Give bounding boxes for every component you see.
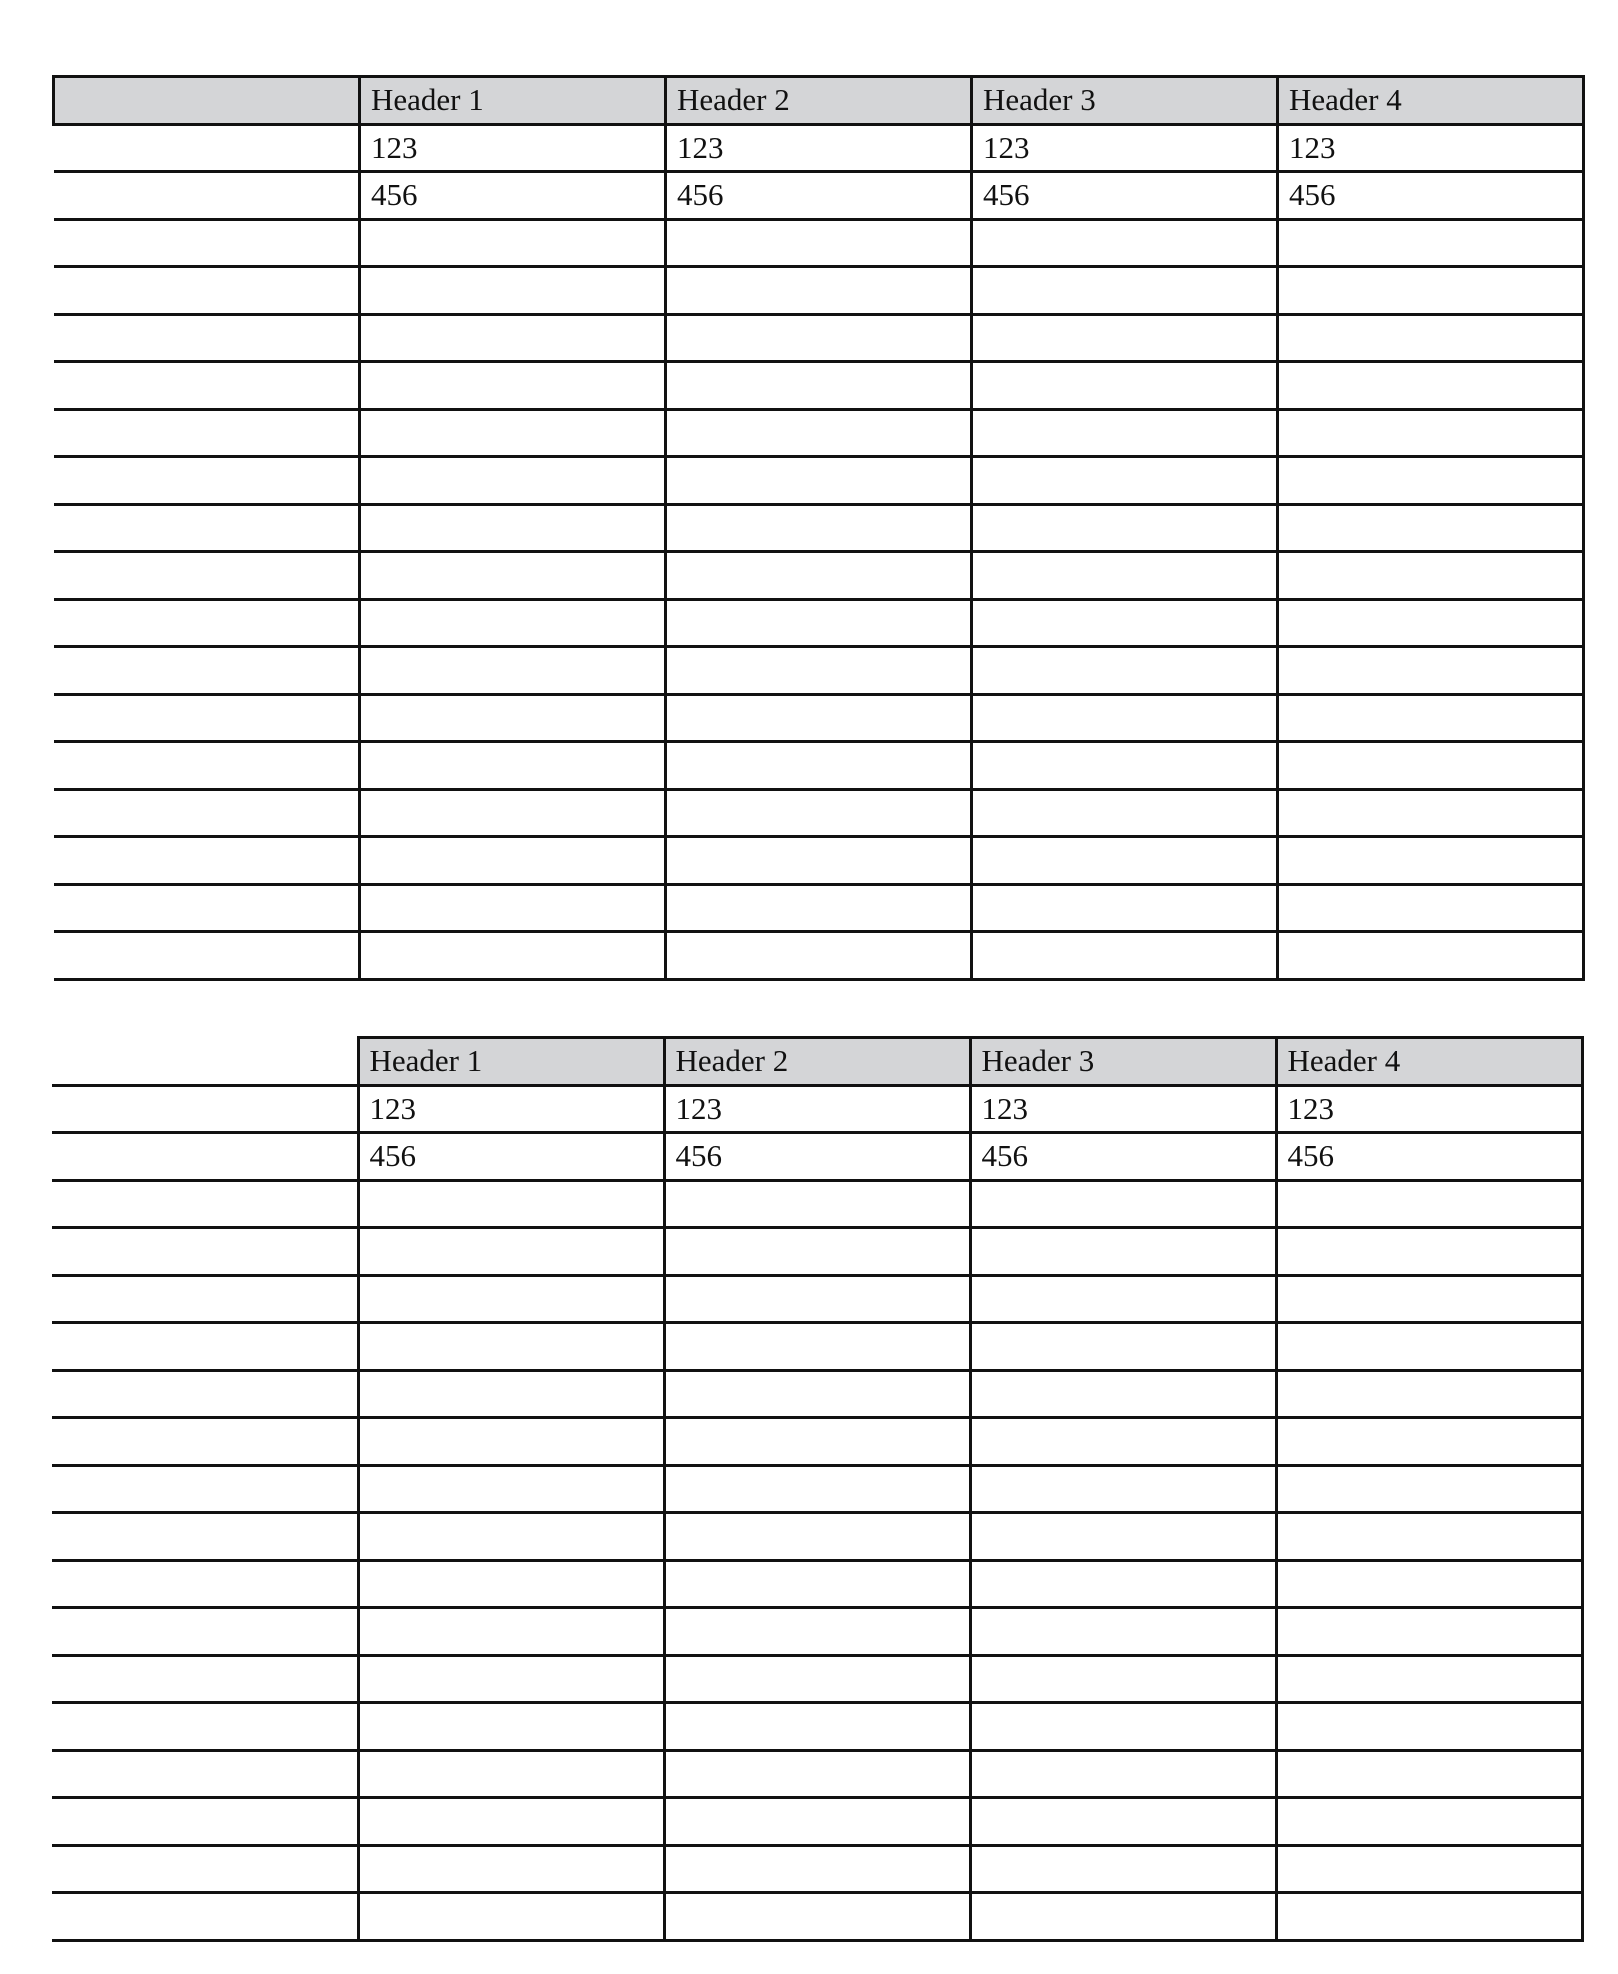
table-cell: 456 [666, 172, 972, 220]
table-cell [664, 1418, 970, 1466]
empty-row [52, 1465, 1582, 1513]
empty-row [52, 1370, 1582, 1418]
column-header-1: Header 1 [360, 77, 666, 125]
table-row [54, 172, 1584, 220]
table-cell [664, 1180, 970, 1228]
table-cell [970, 1845, 1276, 1893]
table-cell [358, 1275, 664, 1323]
table-cell [970, 1323, 1276, 1371]
table-cell [972, 504, 1278, 552]
table-cell [1276, 1608, 1582, 1656]
row-label-cell [54, 409, 360, 457]
row-label-cell [54, 837, 360, 885]
table-cell [1278, 647, 1584, 695]
row-label-cell [52, 1608, 358, 1656]
table-cell [360, 932, 666, 980]
table-cell [360, 552, 666, 600]
table-cell [358, 1513, 664, 1561]
table-cell [972, 647, 1278, 695]
empty-row [54, 789, 1584, 837]
table-cell [666, 837, 972, 885]
table-cell: 456 [970, 1133, 1276, 1181]
table-cell [1276, 1180, 1582, 1228]
table-cell [666, 552, 972, 600]
table-cell: 456 [358, 1133, 664, 1181]
column-header-3: Header 3 [970, 1038, 1276, 1086]
table-cell [358, 1798, 664, 1846]
table-cell: 123 [664, 1085, 970, 1133]
table-cell [360, 457, 666, 505]
row-label-cell [54, 267, 360, 315]
table-cell [358, 1560, 664, 1608]
row-label-cell [54, 552, 360, 600]
table-cell [666, 457, 972, 505]
row-label-cell [52, 1418, 358, 1466]
row-label-cell [52, 1798, 358, 1846]
row-label-cell [54, 362, 360, 410]
table-cell [666, 884, 972, 932]
empty-row [52, 1798, 1582, 1846]
empty-row [54, 409, 1584, 457]
table-cell [1276, 1513, 1582, 1561]
empty-row [52, 1845, 1582, 1893]
table-cell [358, 1608, 664, 1656]
row-label-cell [52, 1845, 358, 1893]
table-cell [360, 267, 666, 315]
table-cell [1276, 1798, 1582, 1846]
table-cell [358, 1703, 664, 1751]
table-cell [1276, 1275, 1582, 1323]
table-row [54, 124, 1584, 172]
table-cell [970, 1750, 1276, 1798]
table-cell [666, 409, 972, 457]
table-cell [358, 1893, 664, 1941]
table-cell [664, 1370, 970, 1418]
data-table-2 [52, 1036, 1584, 1942]
table-cell [1276, 1703, 1582, 1751]
header-row [52, 1038, 1582, 1086]
table-cell [970, 1370, 1276, 1418]
table-cell [972, 457, 1278, 505]
table-cell [1276, 1845, 1582, 1893]
table-cell [664, 1655, 970, 1703]
table-cell [664, 1798, 970, 1846]
row-label-cell [54, 884, 360, 932]
table-cell [358, 1228, 664, 1276]
empty-row [54, 742, 1584, 790]
table-row [52, 1133, 1582, 1181]
table-cell [1276, 1323, 1582, 1371]
table-cell [1278, 314, 1584, 362]
table-cell [972, 314, 1278, 362]
table-cell [666, 647, 972, 695]
table-cell [970, 1275, 1276, 1323]
empty-row [52, 1418, 1582, 1466]
table-cell [970, 1418, 1276, 1466]
table-cell [360, 742, 666, 790]
table-cell [972, 742, 1278, 790]
row-label-cell [52, 1370, 358, 1418]
row-label-cell [54, 457, 360, 505]
table-cell [1278, 362, 1584, 410]
table-cell [972, 789, 1278, 837]
row-label-cell [52, 1750, 358, 1798]
table-cell [664, 1750, 970, 1798]
table-cell: 456 [1276, 1133, 1582, 1181]
table-cell: 123 [358, 1085, 664, 1133]
row-label-cell [54, 124, 360, 172]
table-cell [1278, 504, 1584, 552]
table-cell [972, 552, 1278, 600]
empty-row [54, 932, 1584, 980]
table-cell [1276, 1893, 1582, 1941]
table-cell [664, 1845, 970, 1893]
table-cell [664, 1323, 970, 1371]
table-cell [1278, 219, 1584, 267]
table-cell [358, 1655, 664, 1703]
row-label-cell [54, 172, 360, 220]
row-label-cell [54, 647, 360, 695]
table-cell [1276, 1370, 1582, 1418]
empty-row [54, 694, 1584, 742]
table-cell [360, 314, 666, 362]
table-cell [972, 837, 1278, 885]
empty-row [54, 457, 1584, 505]
row-label-cell [52, 1560, 358, 1608]
column-header-2: Header 2 [664, 1038, 970, 1086]
table-cell [664, 1275, 970, 1323]
table-cell [360, 599, 666, 647]
empty-row [54, 314, 1584, 362]
table-cell [358, 1323, 664, 1371]
header-row [54, 77, 1584, 125]
table-cell [666, 742, 972, 790]
row-label-cell [54, 504, 360, 552]
table-cell [1278, 742, 1584, 790]
table-cell [972, 409, 1278, 457]
table-cell [1278, 409, 1584, 457]
empty-row [54, 504, 1584, 552]
table-cell: 456 [972, 172, 1278, 220]
data-table-1 [52, 75, 1585, 981]
table-cell [970, 1893, 1276, 1941]
corner-cell [52, 1038, 358, 1086]
table-cell [664, 1703, 970, 1751]
table-cell [1276, 1465, 1582, 1513]
row-label-cell [52, 1513, 358, 1561]
table-cell [360, 884, 666, 932]
row-label-cell [52, 1180, 358, 1228]
table-cell [970, 1465, 1276, 1513]
table-cell [360, 789, 666, 837]
table-cell [666, 314, 972, 362]
row-label-cell [52, 1465, 358, 1513]
table-cell [970, 1228, 1276, 1276]
table-cell [664, 1228, 970, 1276]
table-cell [972, 362, 1278, 410]
table-cell [666, 362, 972, 410]
empty-row [52, 1750, 1582, 1798]
table-cell [970, 1180, 1276, 1228]
row-label-cell [52, 1275, 358, 1323]
column-header-4: Header 4 [1278, 77, 1584, 125]
table-cell [972, 884, 1278, 932]
table-row [52, 1085, 1582, 1133]
table-cell [360, 219, 666, 267]
row-label-cell [52, 1085, 358, 1133]
table-cell [972, 267, 1278, 315]
table-cell [666, 267, 972, 315]
empty-row [52, 1513, 1582, 1561]
table-cell: 123 [360, 124, 666, 172]
empty-row [52, 1655, 1582, 1703]
table-cell [1278, 694, 1584, 742]
table-cell [1276, 1418, 1582, 1466]
table-cell [972, 932, 1278, 980]
table-cell [358, 1370, 664, 1418]
table-cell [972, 219, 1278, 267]
table-cell [358, 1465, 664, 1513]
empty-row [52, 1180, 1582, 1228]
table-cell: 456 [664, 1133, 970, 1181]
table-cell [972, 694, 1278, 742]
table-cell [358, 1845, 664, 1893]
row-label-cell [54, 219, 360, 267]
row-label-cell [52, 1133, 358, 1181]
empty-row [52, 1323, 1582, 1371]
empty-row [54, 552, 1584, 600]
table-cell [1276, 1560, 1582, 1608]
table-cell: 123 [970, 1085, 1276, 1133]
table-cell [1278, 884, 1584, 932]
table-cell [358, 1180, 664, 1228]
table-cell [1278, 267, 1584, 315]
column-header-2: Header 2 [666, 77, 972, 125]
table-cell [664, 1465, 970, 1513]
table-cell: 123 [1278, 124, 1584, 172]
empty-row [52, 1703, 1582, 1751]
table-cell [666, 932, 972, 980]
table-cell [664, 1608, 970, 1656]
empty-row [54, 362, 1584, 410]
corner-cell [54, 77, 360, 125]
table-cell [666, 219, 972, 267]
table-cell [970, 1513, 1276, 1561]
row-label-cell [54, 314, 360, 362]
table-cell [666, 789, 972, 837]
empty-row [52, 1893, 1582, 1941]
empty-row [52, 1275, 1582, 1323]
column-header-3: Header 3 [972, 77, 1278, 125]
column-header-1: Header 1 [358, 1038, 664, 1086]
table-cell [970, 1560, 1276, 1608]
row-label-cell [54, 789, 360, 837]
row-label-cell [54, 694, 360, 742]
column-header-4: Header 4 [1276, 1038, 1582, 1086]
row-label-cell [52, 1228, 358, 1276]
table-cell: 456 [360, 172, 666, 220]
table-cell [1278, 837, 1584, 885]
table-cell [970, 1798, 1276, 1846]
table-cell [1278, 552, 1584, 600]
table-cell [664, 1513, 970, 1561]
table-cell [970, 1703, 1276, 1751]
table-cell: 456 [1278, 172, 1584, 220]
table-cell [664, 1893, 970, 1941]
empty-row [52, 1608, 1582, 1656]
empty-row [54, 219, 1584, 267]
table-cell [666, 694, 972, 742]
table-cell [1276, 1228, 1582, 1276]
empty-row [54, 599, 1584, 647]
table-cell [1278, 789, 1584, 837]
table-cell: 123 [972, 124, 1278, 172]
table-cell [358, 1750, 664, 1798]
table-cell [1276, 1750, 1582, 1798]
row-label-cell [54, 932, 360, 980]
table-cell [666, 599, 972, 647]
empty-row [54, 837, 1584, 885]
table-cell [358, 1418, 664, 1466]
table-cell [1278, 932, 1584, 980]
row-label-cell [52, 1323, 358, 1371]
row-label-cell [54, 742, 360, 790]
empty-row [52, 1228, 1582, 1276]
empty-row [52, 1560, 1582, 1608]
table-cell [360, 694, 666, 742]
table-cell [970, 1608, 1276, 1656]
table-cell [666, 504, 972, 552]
table-cell [360, 362, 666, 410]
table-cell [970, 1655, 1276, 1703]
row-label-cell [54, 599, 360, 647]
table-cell [360, 647, 666, 695]
table-cell [972, 599, 1278, 647]
empty-row [54, 267, 1584, 315]
row-label-cell [52, 1655, 358, 1703]
empty-row [54, 884, 1584, 932]
table-cell: 123 [1276, 1085, 1582, 1133]
table-cell: 123 [666, 124, 972, 172]
table-cell [1278, 457, 1584, 505]
table-cell [360, 837, 666, 885]
table-cell [360, 504, 666, 552]
table-cell [1276, 1655, 1582, 1703]
table-cell [360, 409, 666, 457]
empty-row [54, 647, 1584, 695]
row-label-cell [52, 1703, 358, 1751]
table-cell [664, 1560, 970, 1608]
table-cell [1278, 599, 1584, 647]
row-label-cell [52, 1893, 358, 1941]
